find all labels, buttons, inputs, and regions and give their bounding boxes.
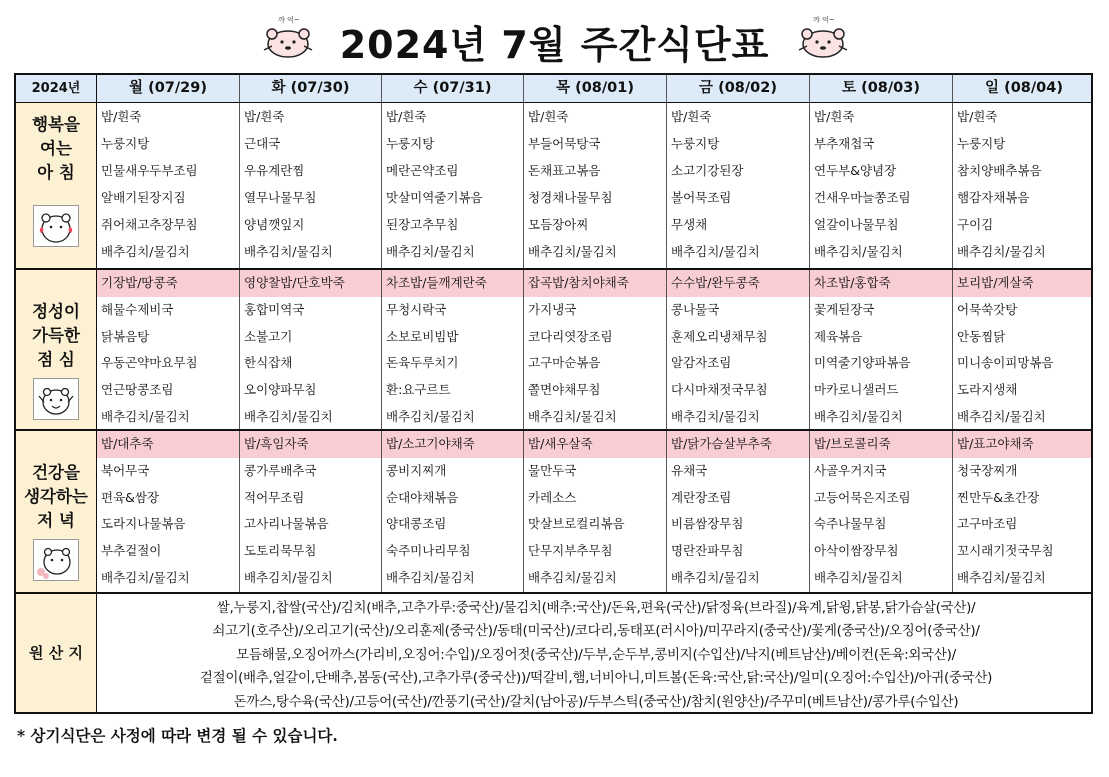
dish-item: 순대야채볶음 [386,489,459,505]
meal-label-line: 점 심 [37,350,75,369]
dish-item: 얼갈이나물무침 [814,217,899,232]
rice-porridge-item: 밥/흰죽 [671,109,712,124]
dish-item: 꽃게된장국 [814,301,875,317]
dish-item: 숙주미나리무침 [386,543,471,559]
dish-item: 계란장조림 [671,489,732,505]
day-cell-wed [382,103,524,268]
dish-item: 배추김치/물김치 [244,244,333,259]
meal-label-line: 생각하는 [24,487,88,506]
dish-list [810,431,952,592]
dish-item: 청경채나물무침 [528,190,613,205]
dish-item: 마카로니샐러드 [814,382,899,398]
day-cell-thu [524,270,667,429]
lunch-row [16,270,1091,431]
dish-list [667,431,809,592]
dish-item: 소고기강된장 [671,163,744,178]
dish-item: 배추김치/물김치 [957,569,1046,585]
origin-line: 모듬해물,오징어까스(가리비,오징어:수입)/오징어젓(중국산)/두부,순두부,콩비지(수입산)/낙지(베트남산)/베이컨(돈육:외국산)/ [236,646,956,663]
dish-item: 배추김치/물김치 [244,569,333,585]
dish-item: 꼬시래기젓국무침 [957,543,1054,559]
year-header: 2024년 [16,75,97,102]
hamster-mascot-icon [793,12,853,62]
dish-item: 어묵쑥갓탕 [957,301,1018,317]
rice-porridge-item: 밥/흰죽 [386,109,427,124]
day-cell-sat [810,270,953,429]
dish-item: 배추김치/물김치 [528,569,617,585]
dish-item: 편육&쌈장 [101,489,160,505]
dish-item: 배추김치/물김치 [386,408,475,424]
dish-list [810,270,952,429]
day-header-sat: 토 (08/03) [810,75,953,102]
dish-list [524,103,666,265]
origin-body [97,594,1093,714]
dish-item: 쥐어채고추장무침 [101,217,198,232]
dish-item: 소불고기 [244,328,293,344]
title-bar [0,0,1109,70]
dish-item: 적어무조림 [244,489,305,505]
dish-item: 배추김치/물김치 [101,408,190,424]
dish-item: 고구마순볶음 [528,355,601,371]
dish-item: 콩가루배추국 [244,462,317,478]
day-cell-sun [953,431,1093,592]
dish-item: 누룽지탕 [957,136,1006,151]
header-row [16,75,1091,103]
day-header-sun: 일 (08/04) [953,75,1093,102]
origin-row [16,594,1091,714]
dish-item: 돈육두루치기 [386,355,459,371]
dish-item: 배추김치/물김치 [386,569,475,585]
dish-item: 도라지생채 [957,382,1018,398]
dish-item: 연근땅콩조림 [101,382,174,398]
dish-item: 배추김치/물김치 [814,569,903,585]
dish-item: 된장고추무침 [386,217,459,232]
rice-porridge-item: 밥/새우살죽 [524,431,666,458]
dish-item: 미니송이피망볶음 [957,355,1054,371]
day-cell-tue [240,103,382,268]
hamster-hug-icon [33,205,79,247]
day-cell-mon [97,103,240,268]
dish-item: 배추김치/물김치 [814,244,903,259]
rice-porridge-item: 차조밥/홍합죽 [810,270,952,297]
dish-item: 부들어묵탕국 [528,136,601,151]
dish-list [667,270,809,429]
day-header-fri: 금 (08/02) [667,75,810,102]
dish-list [97,103,239,265]
day-cell-fri [667,431,810,592]
dish-item: 배추김치/물김치 [671,569,760,585]
dish-item: 안동찜닭 [957,328,1006,344]
dish-item: 돈채표고볶음 [528,163,601,178]
dish-item: 훈제오리냉채무침 [671,328,768,344]
dish-item: 미역줄기양파볶음 [814,355,911,371]
dish-item: 배추김치/물김치 [528,244,617,259]
rice-porridge-item: 밥/대추죽 [97,431,239,458]
day-cell-mon [97,270,240,429]
dish-item: 누룽지탕 [101,136,150,151]
dish-item: 한식잡채 [244,355,293,371]
dish-list [524,270,666,429]
origin-line: 겉절이(배추,얼갈이,단배추,봄동(국산),고추가루(중국산))/떡갈비,햄,너비아니,미트볼(돈육:국산,닭:국산)/일미(오징어:수입산)/아귀(중국산) [199,670,993,687]
dish-item: 알감자조림 [671,355,732,371]
dinner-row [16,431,1091,594]
dish-item: 연두부&양념장 [814,163,897,178]
dish-item: 고등어묵은지조림 [814,489,911,505]
dish-item: 맛살브로컬리볶음 [528,516,625,532]
svg-text:꺄 억~: 꺄 억~ [813,16,835,24]
dish-item: 무생채 [671,217,708,232]
origin-label: 원 산 지 [29,644,83,662]
hamster-cheer-icon [33,378,79,420]
page-title: 2024년 7월 주간식단표 [339,23,770,67]
dish-item: 건새우마늘쫑조림 [814,190,911,205]
dish-item: 양념깻잎지 [244,217,305,232]
day-cell-tue [240,270,382,429]
dish-item: 북어무국 [101,462,150,478]
breakfast-row [16,103,1091,270]
dish-item: 누룽지탕 [386,136,435,151]
dish-item: 유채국 [671,462,708,478]
dish-item: 카레소스 [528,489,577,505]
meal-label-line: 정성이 [32,302,80,321]
dish-item: 배추김치/물김치 [957,408,1046,424]
dish-list [953,103,1093,265]
dish-item: 참치양배추볶음 [957,163,1042,178]
dinner-label-cell [16,431,97,592]
rice-porridge-item: 밥/브로콜리죽 [810,431,952,458]
dish-item: 해물수제비국 [101,301,174,317]
dish-item: 단무지부추무침 [528,543,613,559]
dish-item: 청국장찌개 [957,462,1018,478]
lunch-label-cell [16,270,97,429]
dish-item: 콩나물국 [671,301,720,317]
dish-item: 오이양파무침 [244,382,317,398]
rice-porridge-item: 보리밥/게살죽 [953,270,1093,297]
rice-porridge-item: 밥/표고야채죽 [953,431,1093,458]
day-cell-thu [524,103,667,268]
rice-porridge-item: 밥/흰죽 [814,109,855,124]
dish-item: 모듬장아찌 [528,217,589,232]
dish-item: 햄감자채볶음 [957,190,1030,205]
dish-item: 도라지나물볶음 [101,516,186,532]
rice-porridge-item: 잡곡밥/참치야채죽 [524,270,666,297]
dish-item: 닭볶음탕 [101,328,150,344]
dish-item: 배추김치/물김치 [528,408,617,424]
dish-item: 물만두국 [528,462,577,478]
dish-item: 콩비지찌개 [386,462,447,478]
dish-item: 열무나물무침 [244,190,317,205]
dish-item: 다시마채젓국무침 [671,382,768,398]
dish-item: 알배기된장지짐 [101,190,186,205]
meal-label-line: 여는 [40,139,72,158]
rice-porridge-item: 영양찰밥/단호박죽 [240,270,381,297]
breakfast-label-cell [16,103,97,268]
rice-porridge-item: 밥/흰죽 [528,109,569,124]
day-cell-tue [240,431,382,592]
dish-list [240,103,381,265]
day-cell-fri [667,103,810,268]
dish-item: 우유계란찜 [244,163,305,178]
dish-item: 소보로비빔밥 [386,328,459,344]
dish-item: 민물새우두부조림 [101,163,198,178]
dish-item: 구이김 [957,217,994,232]
rice-porridge-item: 차조밥/들깨계란죽 [382,270,523,297]
day-cell-thu [524,431,667,592]
day-cell-sun [953,270,1093,429]
rice-porridge-item: 수수밥/완두콩죽 [667,270,809,297]
dish-item: 배추김치/물김치 [671,408,760,424]
dish-item: 부추겉절이 [101,543,162,559]
dish-item: 우동곤약마요무침 [101,355,198,371]
dish-item: 배추김치/물김치 [386,244,475,259]
rice-porridge-item: 밥/소고기야채죽 [382,431,523,458]
day-header-mon: 월 (07/29) [97,75,240,102]
rice-porridge-item: 밥/흑임자죽 [240,431,381,458]
dish-item: 배추김치/물김치 [101,244,190,259]
dish-item: 맛살미역줄기볶음 [386,190,483,205]
meal-label-line: 행복을 [32,115,80,134]
dish-list [97,431,239,592]
dish-item: 비름쌈장무침 [671,516,744,532]
dish-item: 근대국 [244,136,281,151]
dish-item: 고사리나물볶음 [244,516,329,532]
dish-list [382,103,523,265]
dish-list [524,431,666,592]
dish-list [382,431,523,592]
rice-porridge-item: 기장밥/땅콩죽 [97,270,239,297]
dish-item: 찐만두&초간장 [957,489,1040,505]
dish-item: 환:요구르트 [386,382,451,398]
dish-item: 코다리엿장조림 [528,328,613,344]
rice-porridge-item: 밥/닭가슴살부추죽 [667,431,809,458]
dish-item: 메란곤약조림 [386,163,459,178]
dish-list [810,103,952,265]
dish-item: 고구마조림 [957,516,1018,532]
meal-label-line: 저 녁 [37,511,75,530]
dish-item: 쫄면야채무침 [528,382,601,398]
day-header-tue: 화 (07/30) [240,75,382,102]
dish-list [240,431,381,592]
dish-item: 홍합미역국 [244,301,305,317]
rice-porridge-item: 밥/흰죽 [244,109,285,124]
day-header-wed: 수 (07/31) [382,75,524,102]
dish-item: 가지냉국 [528,301,577,317]
dish-item: 배추김치/물김치 [244,408,333,424]
weekly-menu-table [14,73,1093,714]
dish-list [240,270,381,429]
dish-list [667,103,809,265]
day-cell-sat [810,431,953,592]
day-cell-sat [810,103,953,268]
dish-list [953,431,1093,592]
dish-item: 도토리묵무침 [244,543,317,559]
hamster-wave-icon [33,539,79,581]
dish-item: 배추김치/물김치 [957,244,1046,259]
meal-label-line: 건강을 [32,463,80,482]
dish-item: 명란잔파무침 [671,543,744,559]
dish-item: 사골우거지국 [814,462,887,478]
origin-line: 쌀,누룽지,찹쌀(국산)/김치(배추,고추가루:중국산)/물김치(배추:국산)/돈육,편육(국산)/닭정육(브라질)/육계,닭윙,닭봉,닭가슴살(국산)/ [216,600,976,616]
meal-label-line: 가득한 [32,326,80,345]
dish-item: 제육볶음 [814,328,863,344]
dish-item: 배추김치/물김치 [101,569,190,585]
day-cell-wed [382,431,524,592]
footnote: * 상기식단은 사정에 따라 변경 될 수 있습니다. [17,726,338,745]
dish-list [97,270,239,429]
day-cell-mon [97,431,240,592]
dish-item: 숙주나물무침 [814,516,887,532]
dish-list [382,270,523,429]
dish-item: 아삭이쌈장무침 [814,543,899,559]
dish-item: 무청시락국 [386,301,447,317]
origin-line: 돈까스,탕수육(국산)/고등어(국산)/깐풍기(국산)/갈치(남아공)/두부스틱(중국산)/참치(원양산)/주꾸미(베트남산)/콩가루(수입산) [233,693,959,710]
dish-item: 배추김치/물김치 [814,408,903,424]
dish-item: 누룽지탕 [671,136,720,151]
day-cell-sun [953,103,1093,268]
rice-porridge-item: 밥/흰죽 [957,109,998,124]
meal-label-line: 아 침 [37,163,75,182]
day-cell-wed [382,270,524,429]
dish-list [953,270,1093,429]
day-header-thu: 목 (08/01) [524,75,667,102]
rice-porridge-item: 밥/흰죽 [101,109,142,124]
dish-item: 볼어묵조림 [671,190,732,205]
day-cell-fri [667,270,810,429]
dish-item: 양대콩조림 [386,516,447,532]
svg-text:꺄 억~: 꺄 억~ [278,16,300,24]
origin-label-cell [16,594,97,714]
dish-item: 배추김치/물김치 [671,244,760,259]
dish-item: 부추재첩국 [814,136,875,151]
origin-line: 쇠고기(호주산)/오리고기(국산)/오리훈제(중국산)/동태(미국산)/코다리,동태포(러시아)/미꾸라지(중국산)/꽃게(중국산)/오징어(중국산)/ [212,623,980,640]
